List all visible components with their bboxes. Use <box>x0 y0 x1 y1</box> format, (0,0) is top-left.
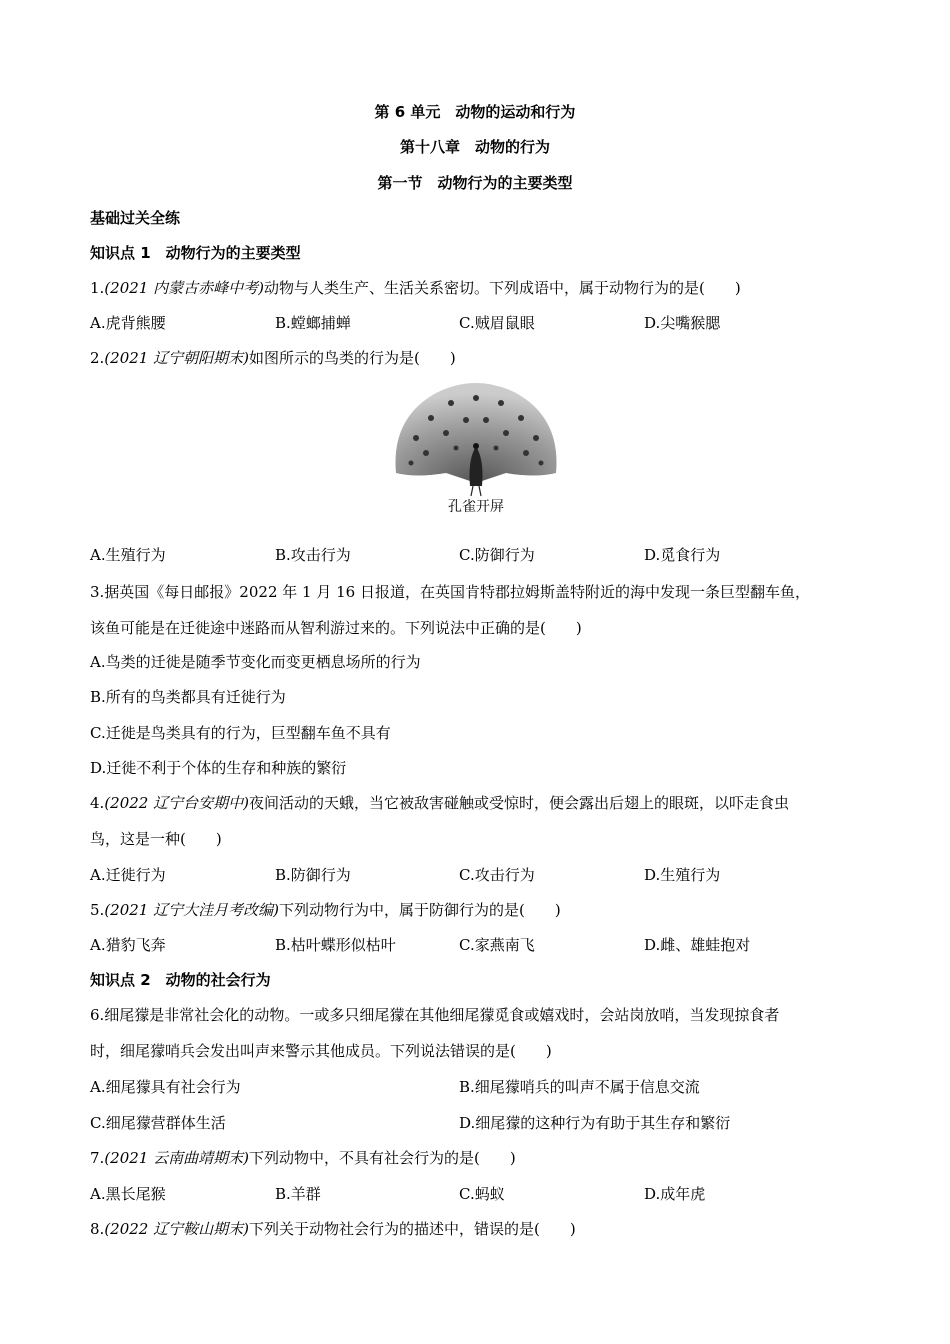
q6-option-a: A.细尾獴具有社会行为 <box>90 1078 241 1096</box>
question-source: (2021 辽宁朝阳期末) <box>104 349 249 367</box>
q5-option-d: D.雌、雄蛙抱对 <box>644 936 751 954</box>
q2-option-a: A.生殖行为 <box>90 546 166 564</box>
section-heading: 第一节 动物行为的主要类型 <box>377 174 573 192</box>
question-text: 下列动物行为中，属于防御行为的是( ) <box>278 901 561 919</box>
peacock-image <box>386 378 566 498</box>
q1-option-d: D.尖嘴猴腮 <box>644 314 721 332</box>
question-text: 如图所示的鸟类的行为是( ) <box>248 349 456 367</box>
question-8 <box>90 1219 576 1239</box>
question-4-line-2: 鸟，这是一种( ) <box>90 830 222 848</box>
q5-option-a: A.猎豹飞奔 <box>90 936 166 954</box>
question-5 <box>90 900 561 920</box>
q3-option-a: A.鸟类的迁徙是随季节变化而变更栖息场所的行为 <box>90 653 421 671</box>
question-1 <box>90 278 741 298</box>
question-source: (2022 辽宁鞍山期末) <box>104 1220 249 1238</box>
question-number: 8. <box>90 1220 105 1238</box>
question-number: 2. <box>90 349 105 367</box>
knowledge-point-1: 知识点 1 动物行为的主要类型 <box>90 244 301 262</box>
q6-option-d: D.细尾獴的这种行为有助于其生存和繁衍 <box>459 1114 731 1132</box>
question-number: 4. <box>90 794 105 812</box>
q3-option-d: D.迁徙不利于个体的生存和种族的繁衍 <box>90 759 347 777</box>
q1-option-b: B.螳螂捕蝉 <box>275 314 351 332</box>
q7-option-a: A.黑长尾猴 <box>90 1185 166 1203</box>
question-number: 7. <box>90 1149 105 1167</box>
q1-option-c: C.贼眉鼠眼 <box>459 314 535 332</box>
question-3-line-2: 该鱼可能是在迁徙途中迷路而从智利游过来的。下列说法中正确的是( ) <box>90 619 582 637</box>
question-source: (2021 内蒙古赤峰中考) <box>104 279 264 297</box>
question-4 <box>90 793 789 813</box>
unit-heading: 第 6 单元 动物的运动和行为 <box>374 103 576 121</box>
q6-option-b: B.细尾獴哨兵的叫声不属于信息交流 <box>459 1078 700 1096</box>
q6-option-c: C.细尾獴营群体生活 <box>90 1114 226 1132</box>
q3-option-b: B.所有的鸟类都具有迁徙行为 <box>90 688 286 706</box>
q5-option-b: B.枯叶蝶形似枯叶 <box>275 936 396 954</box>
question-6-line-1: 6.细尾獴是非常社会化的动物。一或多只细尾獴在其他细尾獴觅食或嬉戏时，会站岗放哨，当发现掠食者 <box>90 1006 780 1024</box>
q5-option-c: C.家燕南飞 <box>459 936 535 954</box>
q4-option-a: A.迁徙行为 <box>90 866 166 884</box>
question-7 <box>90 1148 516 1168</box>
q2-option-c: C.防御行为 <box>459 546 535 564</box>
q2-option-d: D.觅食行为 <box>644 546 721 564</box>
question-text: 夜间活动的天蛾，当它被敌害碰触或受惊时，便会露出后翅上的眼斑，以吓走食虫 <box>248 794 789 812</box>
question-3-line-1: 3.据英国《每日邮报》2022 年 1 月 16 日报道，在英国肯特郡拉姆斯盖特附近的海中发现一条巨型翻车鱼， <box>90 583 810 601</box>
question-number: 5. <box>90 901 105 919</box>
q3-option-c: C.迁徙是鸟类具有的行为，巨型翻车鱼不具有 <box>90 724 391 742</box>
question-number: 1. <box>90 279 105 297</box>
q7-option-c: C.蚂蚁 <box>459 1185 505 1203</box>
question-source: (2021 云南曲靖期末) <box>104 1149 249 1167</box>
question-6-line-2: 时，细尾獴哨兵会发出叫声来警示其他成员。下列说法错误的是( ) <box>90 1042 552 1060</box>
question-text: 下列动物中，不具有社会行为的是( ) <box>248 1149 516 1167</box>
q4-option-c: C.攻击行为 <box>459 866 535 884</box>
question-text: 动物与人类生产、生活关系密切。下列成语中，属于动物行为的是( ) <box>263 279 741 297</box>
knowledge-point-2: 知识点 2 动物的社会行为 <box>90 971 271 989</box>
q7-option-d: D.成年虎 <box>644 1185 706 1203</box>
chapter-heading: 第十八章 动物的行为 <box>399 138 550 156</box>
q2-option-b: B.攻击行为 <box>275 546 351 564</box>
question-text: 下列关于动物社会行为的描述中，错误的是( ) <box>248 1220 576 1238</box>
q4-option-b: B.防御行为 <box>275 866 351 884</box>
image-caption: 孔雀开屏 <box>448 499 504 515</box>
question-2 <box>90 348 456 368</box>
question-source: (2021 辽宁大洼月考改编) <box>104 901 279 919</box>
practice-title: 基础过关全练 <box>90 209 181 227</box>
q1-option-a: A.虎背熊腰 <box>90 314 166 332</box>
q4-option-d: D.生殖行为 <box>644 866 721 884</box>
question-source: (2022 辽宁台安期中) <box>104 794 249 812</box>
q7-option-b: B.羊群 <box>275 1185 321 1203</box>
